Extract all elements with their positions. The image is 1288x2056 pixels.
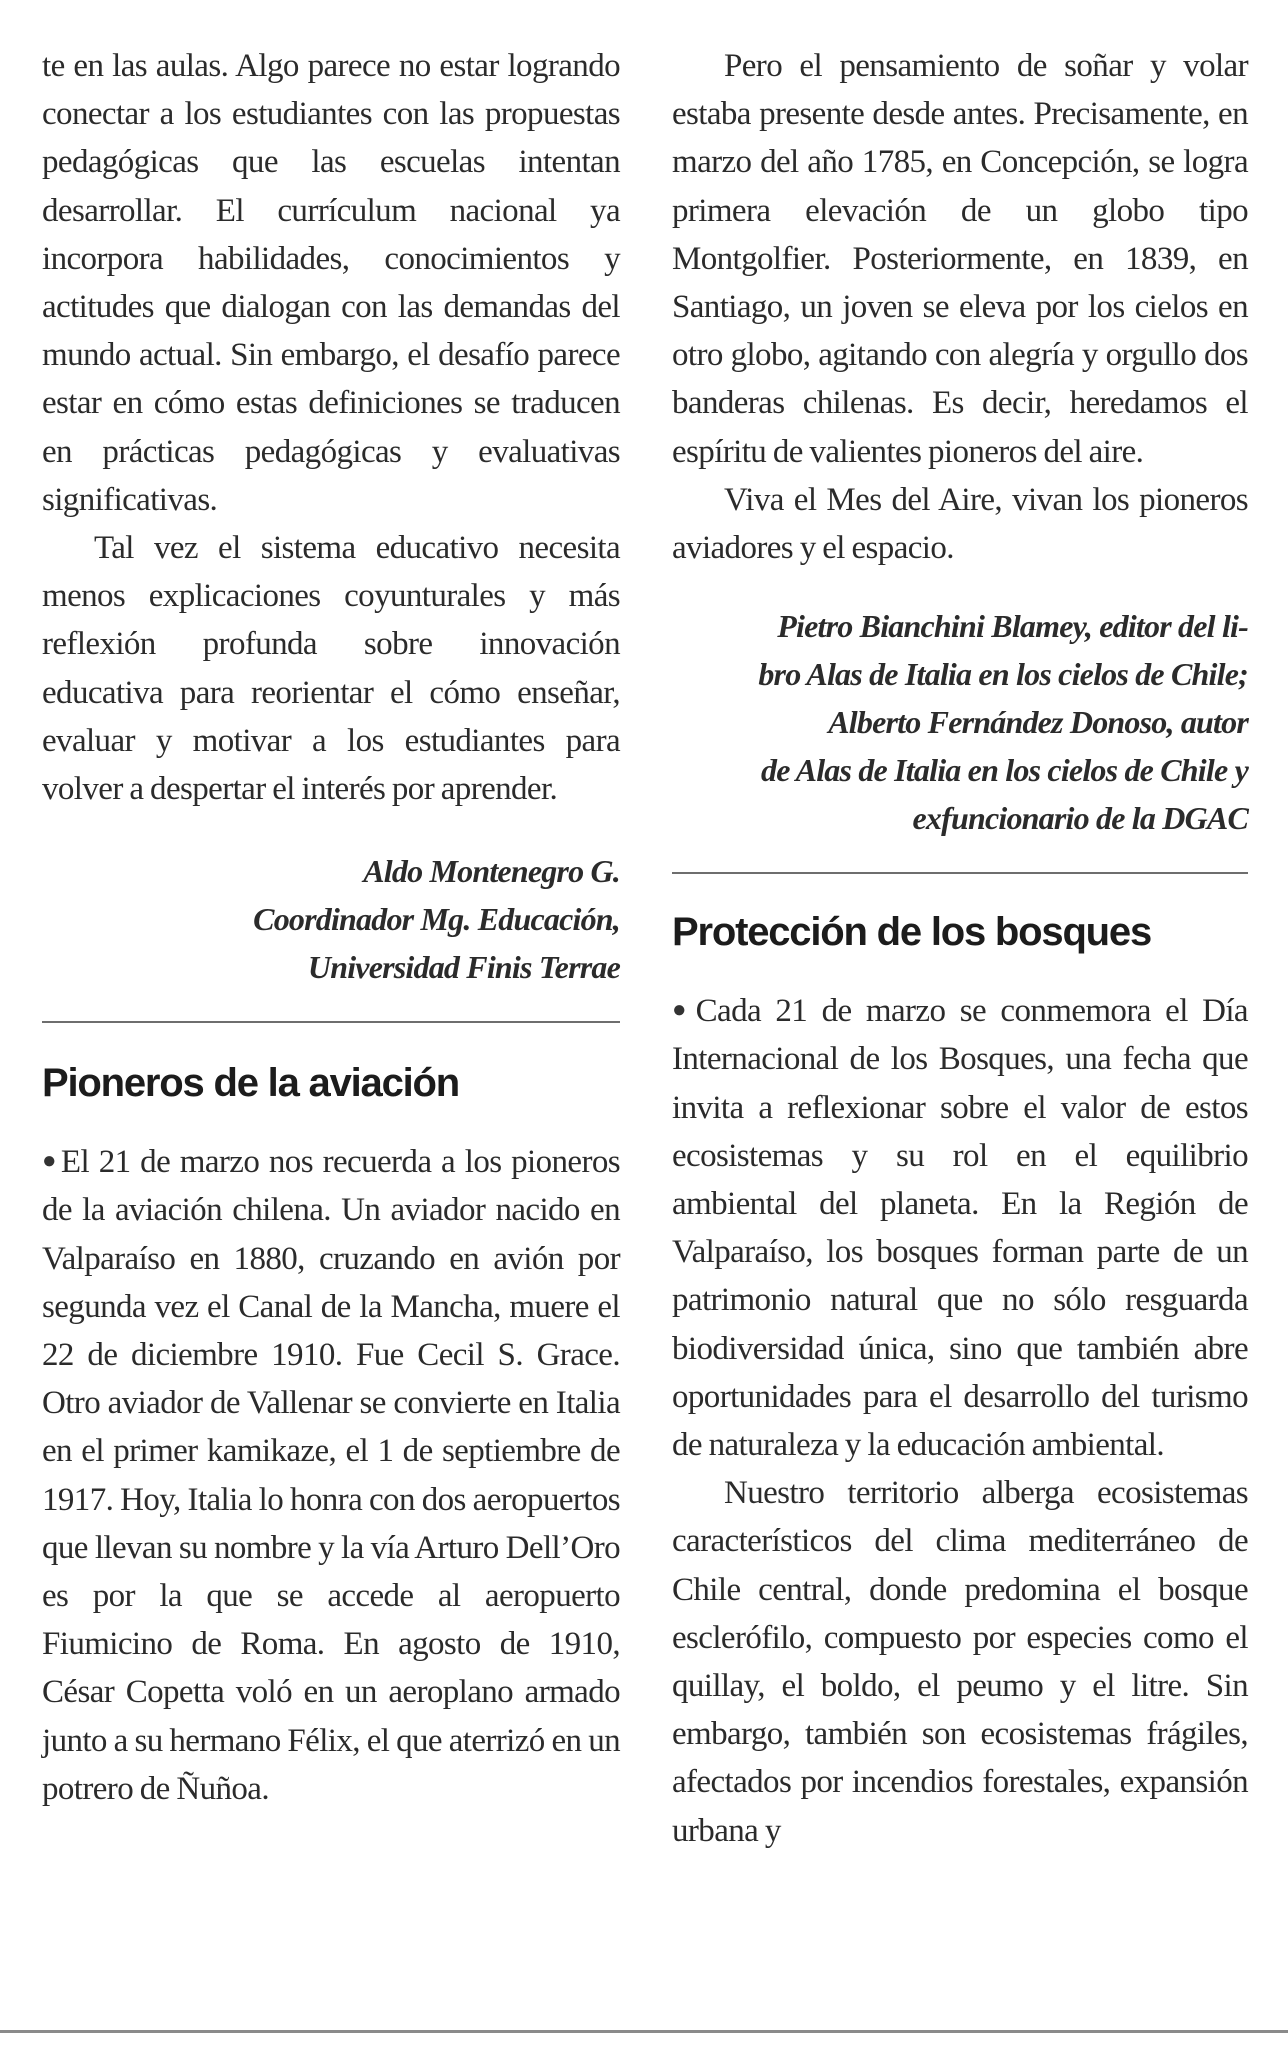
- page-bottom-rule: [0, 2030, 1288, 2033]
- signature-line-3: Alberto Fernández Donoso, autor: [828, 704, 1248, 741]
- aviation-letter-paragraph-2: Pero el pensamiento de soñar y volar estaba presente desde antes. Precisamente, en marzo del año 1785, en Concepción, se logra primera elevación de un globo tipo Montgolfier. Posteriormente, en 1839, en Santiago, un joven se eleva por los cielos en otro globo, agitando con alegría y orgullo dos banderas chilenas. Es decir, heredamos el espíritu de valientes pioneros del aire.: [672, 48, 1248, 470]
- right-column: [672, 42, 1248, 1855]
- forests-letter-text-1: Cada 21 de marzo se conmemora el Día Internacional de los Bosques, una fecha que invita a reflexionar sobre el valor de estos ecosistemas y su rol en el equilibrio ambiental del planeta. En la Región de Valparaíso, los bosques forman parte de un patrimonio natural que no sólo resguarda biodiversidad única, sino que también abre oportunidades para el desarrollo del turismo de naturaleza y la educación ambiental.: [672, 993, 1248, 1464]
- signature-name: Aldo Montenegro G.: [363, 853, 620, 890]
- signature-line-5: exfuncionario de la DGAC: [912, 800, 1248, 837]
- signature-line-4: de Alas de Italia en los cielos de Chile y: [761, 752, 1248, 789]
- aviation-letter-body: [42, 1137, 620, 1813]
- education-letter-paragraph-2: Tal vez el sistema educativo necesita menos explicaciones coyunturales y más reflexión profunda sobre innovación educativa para reorientar el cómo enseñar, evaluar y motivar a los estudiantes para volver a despertar el interés por aprender.: [42, 530, 620, 808]
- bullet-icon: ●: [42, 1148, 59, 1175]
- signature-line-2: bro Alas de Italia en los cielos de Chile;: [758, 656, 1248, 693]
- forests-letter-paragraph-1: [672, 986, 1248, 1469]
- education-letter-paragraph-1: te en las aulas. Algo parece no estar logrando conectar a los estudiantes con las propuestas pedagógicas que las escuelas intentan desarrollar. El currículum nacional ya incorpora habilidades, conocimientos y actitudes que dialogan con las demandas del mundo actual. Sin embargo, el desafío parece estar en cómo estas definiciones se traducen en prácticas pedagógicas y evaluativas significativas.: [42, 48, 620, 518]
- signature-line-1: Pietro Bianchini Blamey, editor del li-: [777, 608, 1248, 645]
- forests-letter-paragraph-2: Nuestro territorio alberga ecosistemas característicos del clima mediterráneo de Chile central, donde predomina el bosque esclerófilo, compuesto por especies como el quillay, el boldo, el peumo y el litre. Sin embargo, también son ecosistemas frágiles, afectados por incendios forestales, expansión urbana y: [672, 1475, 1248, 1849]
- aviation-letter-headline: Pioneros de la aviación: [42, 1061, 460, 1106]
- signature-institution: Universidad Finis Terrae: [307, 949, 620, 986]
- aviation-letter-text: El 21 de marzo nos recuerda a los pioneros de la aviación chilena. Un aviador nacido en Valparaíso en 1880, cruzando en avión por segunda vez el Canal de la Mancha, muere el 22 de diciembre 1910. Fue Cecil S. Grace. Otro aviador de Vallenar se convierte en Italia en el primer kamikaze, el 1 de septiembre de 1917. Hoy, Italia lo honra con dos aeropuertos que llevan su nombre y la vía Arturo Dell’Oro es por la que se accede al aeropuerto Fiumicino de Roma. En agosto de 1910, César Copetta voló en un aeroplano armado junto a su hermano Félix, el que aterrizó en un potrero de Ñuñoa.: [42, 1144, 620, 1807]
- aviation-letter-signature: [672, 602, 1248, 842]
- signature-role: Coordinador Mg. Educación,: [253, 901, 620, 938]
- section-divider: [42, 1021, 620, 1023]
- forests-letter-headline: Protección de los bosques: [672, 910, 1152, 955]
- bullet-icon: ●: [672, 997, 694, 1024]
- education-letter-signature: [42, 847, 620, 991]
- aviation-letter-paragraph-3: Viva el Mes del Aire, vivan los pioneros aviadores y el espacio.: [672, 481, 1248, 567]
- left-column: [42, 42, 620, 1813]
- section-divider: [672, 872, 1248, 874]
